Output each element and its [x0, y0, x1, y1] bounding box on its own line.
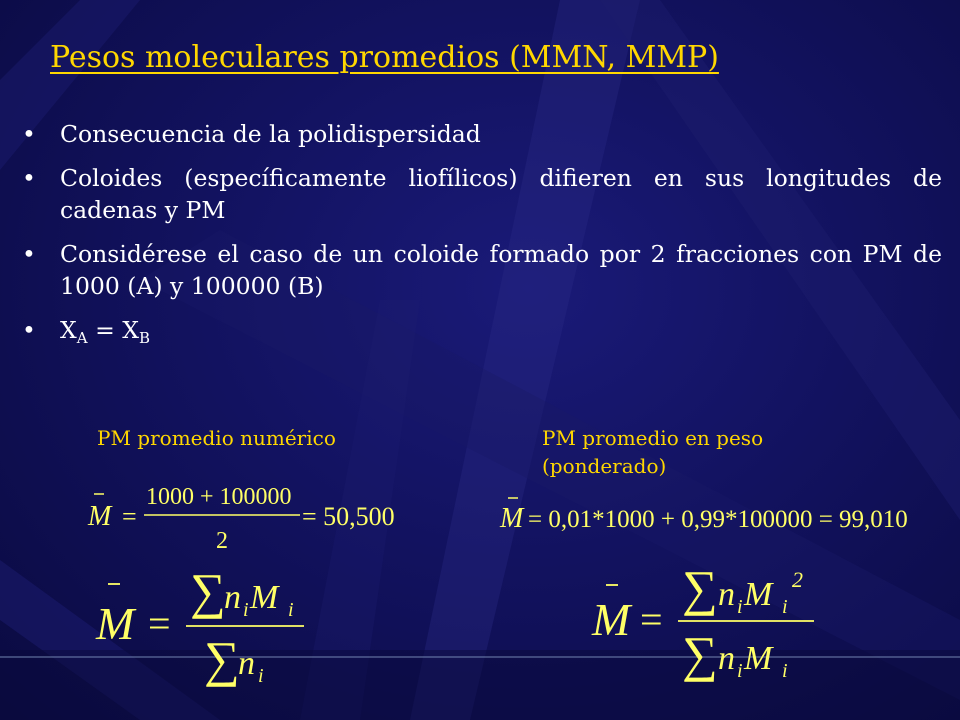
svg-text:n: n — [224, 579, 241, 616]
svg-text:=: = — [122, 502, 137, 531]
svg-text:i: i — [288, 599, 294, 621]
mean-symbol: M — [96, 598, 135, 649]
formula-weight-average — [586, 555, 826, 685]
equation-numeric-example — [80, 478, 410, 554]
sum-icon: ∑ — [204, 631, 240, 687]
bullet-dot: • — [22, 120, 36, 148]
bullet-text: Considérese el caso de un coloide formado por 2 fracciones con PM de 1000 (A) y 100000 (B) — [60, 240, 942, 300]
bullet-list — [22, 118, 942, 366]
svg-text:M: M — [250, 579, 279, 616]
bullet-item — [22, 162, 942, 226]
svg-text:n: n — [238, 645, 255, 682]
svg-text:i: i — [737, 596, 743, 618]
svg-text:M: M — [744, 640, 773, 677]
sum-icon: ∑ — [682, 626, 718, 682]
fraction-numerator: 1000 + 100000 — [146, 484, 292, 510]
fraction-denominator: 2 — [216, 528, 228, 554]
bullet-dot: • — [22, 240, 36, 268]
svg-text:2: 2 — [792, 567, 803, 592]
bullet-text: Coloides (específicamente liofílicos) difieren en sus longitudes de cadenas y PM — [60, 164, 942, 224]
result-value: = 50,500 — [302, 502, 395, 531]
weight-example-text: = 0,01*1000 + 0,99*100000 = 99,010 — [528, 506, 908, 533]
bullet-dot: • — [22, 316, 36, 344]
sum-icon: ∑ — [190, 563, 226, 619]
svg-text:=: = — [640, 597, 663, 642]
svg-text:i: i — [243, 599, 249, 621]
sum-icon: ∑ — [682, 560, 718, 616]
label-numeric-average: PM promedio numérico — [97, 426, 336, 450]
svg-text:i: i — [258, 665, 264, 687]
svg-text:M: M — [744, 576, 773, 613]
svg-text:n: n — [718, 640, 735, 677]
svg-text:i: i — [782, 660, 788, 682]
slide-title: Pesos moleculares promedios (MMN, MMP) — [50, 40, 719, 75]
mean-symbol: M — [500, 503, 524, 534]
bullet-text: Consecuencia de la polidispersidad — [60, 120, 481, 148]
label-weight-average: PM promedio en peso (ponderado) — [542, 426, 764, 478]
svg-text:n: n — [718, 576, 735, 613]
mean-symbol: M — [88, 501, 112, 532]
bullet-item — [22, 314, 942, 354]
svg-text:i: i — [782, 596, 788, 618]
svg-text:=: = — [148, 601, 171, 646]
bullet-dot: • — [22, 164, 36, 192]
equation-weight-example — [496, 488, 946, 538]
bullet-text-xa-xb: $X_A = X_B$ — [60, 316, 151, 347]
formula-numeric-average — [92, 560, 322, 688]
mean-symbol: M — [592, 594, 631, 645]
bullet-item — [22, 238, 942, 302]
bullet-item — [22, 118, 942, 150]
svg-text:i: i — [737, 660, 743, 682]
